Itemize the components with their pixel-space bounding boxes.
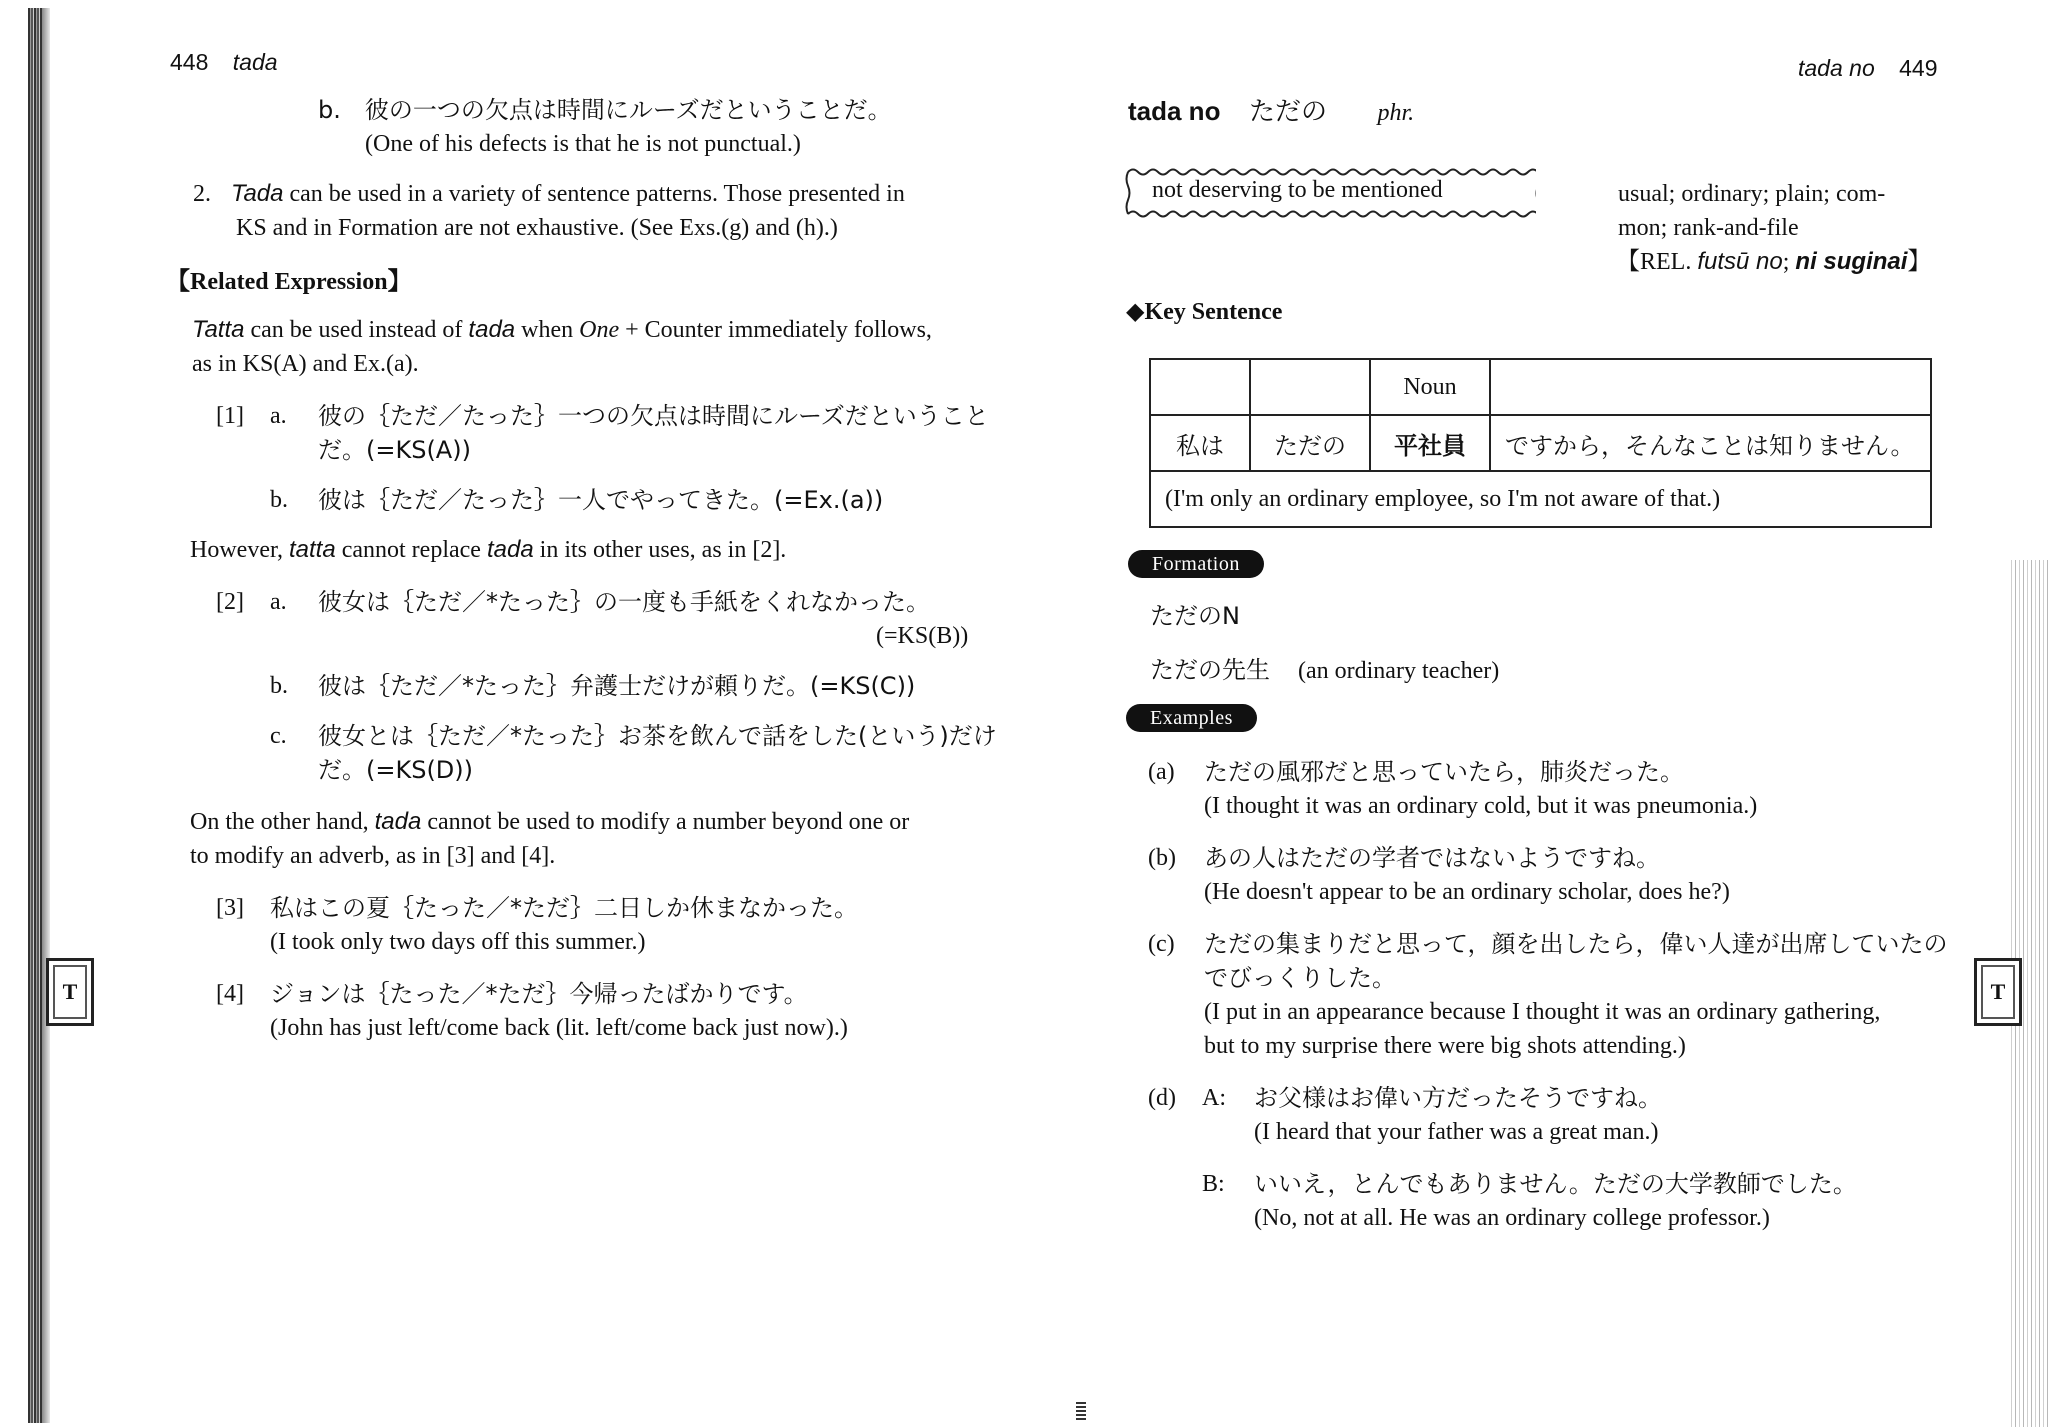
term-tatta: tatta	[289, 536, 336, 563]
example-2b-jp: 彼は｛ただ／*たった｝弁護士だけが頼りだ。(=KS(C))	[318, 672, 916, 700]
example-c-label: (c)	[1148, 931, 1175, 957]
ks-cell-predicate: ですから，そんなことは知りません。	[1490, 415, 1931, 471]
entry-part-of-speech: phr.	[1377, 100, 1415, 126]
ks-header-empty-3	[1490, 359, 1931, 415]
example-3-label: [3]	[216, 895, 244, 921]
however-paragraph	[190, 534, 786, 566]
example-d-a-en: (I heard that your father was a great man.)	[1254, 1119, 1659, 1145]
term-tada: tada	[468, 316, 516, 343]
note-2-line-1	[193, 178, 905, 210]
left-running-head	[170, 46, 278, 78]
term-tada: tada	[486, 536, 534, 563]
right-running-head	[1798, 52, 1938, 84]
example-1a-jp-line-2: だ。(=KS(A))	[318, 436, 471, 464]
other-hand-line-2: to modify an adverb, as in [3] and [4].	[190, 843, 556, 869]
example-d-speaker-b: B:	[1202, 1171, 1225, 1197]
term-one: One	[579, 317, 620, 343]
term-tatta: Tatta	[192, 316, 245, 343]
example-a-jp: ただの風邪だと思っていたら，肺炎だった。	[1204, 758, 1684, 786]
example-2c-label: c.	[270, 723, 287, 749]
ks-cell-noun: 平社員	[1370, 415, 1490, 471]
example-a-en: (I thought it was an ordinary cold, but it was pneumonia.)	[1204, 793, 1758, 819]
example-c-jp-line-2: でびっくりした。	[1204, 964, 1396, 992]
text-run: 】	[1907, 249, 1932, 275]
related-term-ni-suginai: ni suginai	[1795, 248, 1908, 275]
text-run: ;	[1782, 249, 1796, 275]
ks-header-empty-2	[1250, 359, 1370, 415]
text-run: when	[515, 317, 580, 343]
example-2c-jp-line-2: だ。(=KS(D))	[318, 756, 474, 784]
examples-label: Examples	[1126, 704, 1257, 732]
formation-pattern: ただのN	[1150, 602, 1240, 630]
text-run: cannot replace	[335, 537, 487, 563]
ks-header-empty-1	[1150, 359, 1250, 415]
example-d-speaker-a: A:	[1202, 1085, 1226, 1111]
synonyms-line-1: usual; ordinary; plain; com-	[1618, 181, 1886, 207]
example-c-jp-line-1: ただの集まりだと思って，顔を出したら，偉い人達が出席していたの	[1204, 930, 1948, 958]
entry-kana: ただの	[1248, 97, 1327, 127]
example-2a-label: a.	[270, 589, 287, 615]
left-example-b-en: (One of his defects is that he is not punctual.)	[365, 131, 801, 157]
ks-cell-tada-no: ただの	[1250, 415, 1370, 471]
related-terms	[1616, 246, 1931, 278]
left-example-b-jp: b. 彼の一つの欠点は時間にルーズだということだ。	[318, 96, 892, 124]
example-b-label: (b)	[1148, 845, 1176, 871]
key-sentence-row	[1150, 415, 1931, 471]
formation-example-en: (an ordinary teacher)	[1298, 658, 1500, 684]
ks-header-noun: Noun	[1370, 359, 1490, 415]
thumb-index-tab-left	[46, 958, 94, 1026]
key-sentence-translation-row	[1150, 471, 1931, 527]
example-2-label: [2]	[216, 589, 244, 615]
key-sentence-header-row	[1150, 359, 1931, 415]
right-running-head-title: tada no	[1798, 55, 1875, 81]
key-sentence-table	[1149, 358, 1932, 528]
example-a-label: (a)	[1148, 759, 1175, 785]
formation-example	[1150, 654, 1499, 687]
text-run: cannot be used to modify a number beyond one or	[421, 809, 910, 835]
example-d-b-jp: いいえ，とんでもありません。ただの大学教師でした。	[1254, 1170, 1857, 1198]
example-d-b-en: (No, not at all. He was an ordinary college professor.)	[1254, 1205, 1770, 1231]
example-1-label: [1]	[216, 403, 244, 429]
note-2-term: Tada	[231, 180, 284, 207]
example-1b-label: b.	[270, 487, 288, 513]
example-1a-label: a.	[270, 403, 287, 429]
example-3-en: (I took only two days off this summer.)	[270, 929, 646, 955]
note-2-line-2: KS and in Formation are not exhaustive. (See Exs.(g) and (h).)	[236, 215, 838, 241]
text-run: + Counter immediately follows,	[619, 317, 932, 343]
gutter-mark	[1076, 1400, 1086, 1420]
formation-example-jp: ただの先生	[1150, 656, 1270, 684]
text-run: can be used instead of	[244, 317, 469, 343]
related-term-futsu-no: futsū no	[1697, 248, 1783, 275]
example-2a-jp: 彼女は｛ただ／*たった｝の一度も手紙をくれなかった。	[318, 588, 930, 616]
page-binding-shadow-left	[28, 8, 42, 1423]
text-run: in its other uses, as in [2].	[533, 537, 787, 563]
example-2b-label: b.	[270, 673, 288, 699]
other-hand-line-1	[190, 806, 909, 838]
left-running-head-title: tada	[232, 49, 278, 75]
synonyms-line-2: mon; rank-and-file	[1618, 215, 1799, 241]
example-b-en: (He doesn't appear to be an ordinary scholar, does he?)	[1204, 879, 1730, 905]
left-page-number: 448	[170, 49, 209, 75]
example-2c-jp-line-1: 彼女とは｛ただ／*たった｝お茶を飲んで話をした(という)だけ	[318, 722, 997, 750]
example-d-label: (d)	[1148, 1085, 1176, 1111]
note-2-number: 2.	[193, 181, 211, 207]
text-run: 【REL.	[1616, 249, 1698, 275]
example-4-label: [4]	[216, 981, 244, 1007]
example-3-jp: 私はこの夏｛たった／*ただ｝二日しか休まなかった。	[270, 894, 858, 922]
example-b-jp: あの人はただの学者ではないようですね。	[1204, 844, 1660, 872]
related-paragraph-line-1	[192, 314, 932, 346]
thumb-index-tab-right	[1974, 958, 2022, 1026]
ks-translation: (I'm only an ordinary employee, so I'm not aware of that.)	[1150, 471, 1931, 527]
example-1a-jp-line-1: 彼の｛ただ／たった｝一つの欠点は時間にルーズだということ	[318, 402, 989, 430]
example-1b-jp: 彼は｛ただ／たった｝一人でやってきた。(=Ex.(a))	[318, 486, 884, 514]
entry-headword	[1128, 94, 1414, 130]
thumb-letter: T	[1990, 979, 2006, 1004]
example-d-a-jp: お父様はお偉い方だったそうですね。	[1254, 1084, 1662, 1112]
thumb-letter: T	[62, 979, 78, 1004]
key-sentence-heading: ◆Key Sentence	[1126, 299, 1283, 325]
right-page-number: 449	[1899, 55, 1938, 81]
example-4-jp: ジョンは｛たった／*ただ｝今帰ったばかりです。	[270, 980, 808, 1008]
text-run: However,	[190, 537, 289, 563]
page-binding-gradient-left	[42, 8, 50, 1423]
example-c-en-line-2: but to my surprise there were big shots attending.)	[1204, 1033, 1686, 1059]
text-run: On the other hand,	[190, 809, 375, 835]
entry-romaji: tada no	[1128, 96, 1221, 126]
definition-text: not deserving to be mentioned	[1152, 177, 1443, 203]
ks-cell-subject: 私は	[1150, 415, 1250, 471]
example-4-en: (John has just left/come back (lit. left/come back just now).)	[270, 1015, 848, 1041]
example-c-en-line-1: (I put in an appearance because I thought it was an ordinary gathering,	[1204, 999, 1881, 1025]
note-2-text: can be used in a variety of sentence patterns. Those presented in	[283, 181, 905, 207]
term-tada: tada	[374, 808, 422, 835]
example-2a-ref: (=KS(B))	[876, 623, 969, 649]
related-expression-heading: 【Related Expression】	[166, 269, 412, 295]
related-paragraph-line-2: as in KS(A) and Ex.(a).	[192, 351, 419, 377]
formation-label: Formation	[1128, 550, 1264, 578]
